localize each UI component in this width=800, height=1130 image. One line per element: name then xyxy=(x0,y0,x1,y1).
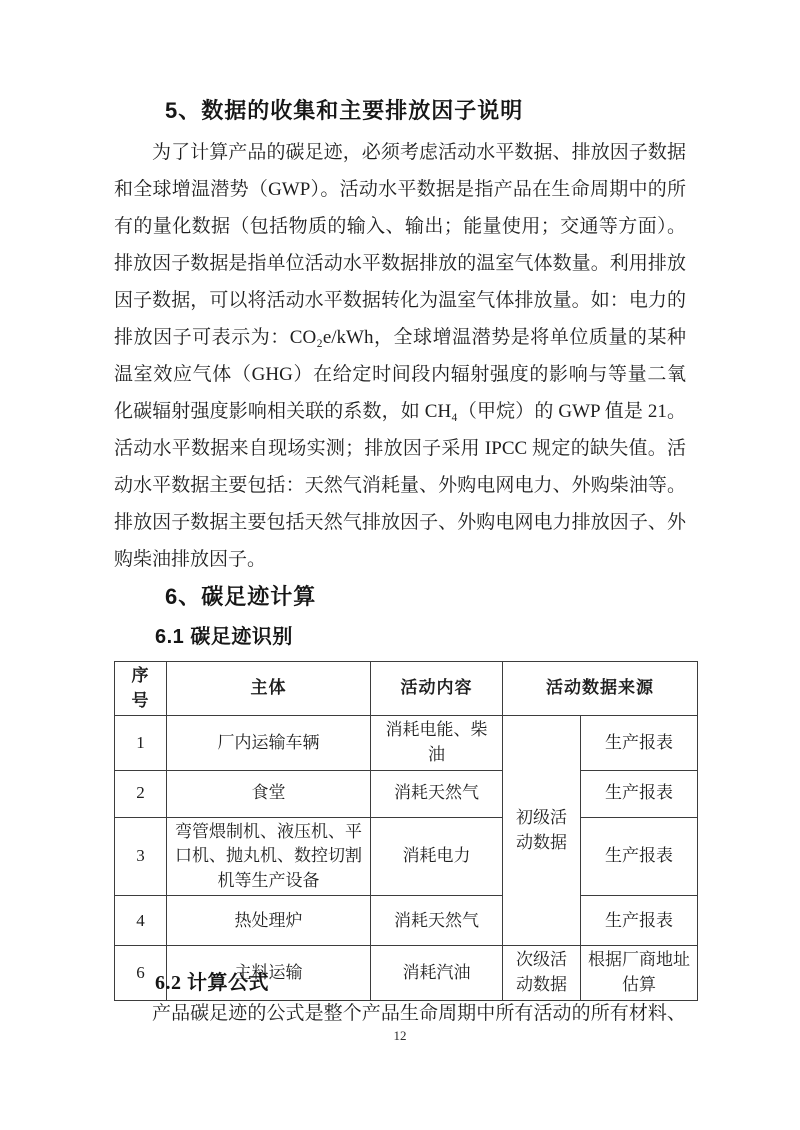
section-5-heading: 5、数据的收集和主要排放因子说明 xyxy=(165,98,524,123)
cell-activity: 消耗电力 xyxy=(371,817,503,896)
cell-data-level-primary: 初级活动数据 xyxy=(503,716,581,946)
cell-no: 2 xyxy=(115,770,167,817)
header-cell-no: 序号 xyxy=(115,662,167,716)
cell-data-level-secondary: 次级活动数据 xyxy=(503,946,581,1000)
section-6-1-heading: 6.1 碳足迹识别 xyxy=(155,626,293,648)
cell-subject: 厂内运输车辆 xyxy=(167,716,371,770)
paragraph-line: 为了计算产品的碳足迹，必须考虑活动水平数据、排放因子数据 xyxy=(152,142,686,163)
carbon-footprint-identification-table xyxy=(114,661,698,1001)
section-6-2-paragraph xyxy=(114,995,686,1032)
table-row xyxy=(115,716,698,770)
cell-subject: 主料运输 xyxy=(167,946,371,1000)
cell-source: 生产报表 xyxy=(581,716,698,770)
cell-source: 生产报表 xyxy=(581,770,698,817)
header-cell-data-source: 活动数据来源 xyxy=(503,662,698,716)
section-6-heading: 6、碳足迹计算 xyxy=(165,584,317,609)
paragraph-line: 和全球增温潜势（GWP）。活动水平数据是指产品在生命周期中的所 xyxy=(114,179,686,200)
paragraph-line: 有的量化数据（包括物质的输入、输出；能量使用；交通等方面）。 xyxy=(114,216,686,237)
table-row xyxy=(115,770,698,817)
table-row xyxy=(115,817,698,896)
cell-subject: 弯管煨制机、液压机、平口机、抛丸机、数控切割机等生产设备 xyxy=(167,817,371,896)
paragraph-line: 排放因子数据是指单位活动水平数据排放的温室气体数量。利用排放 xyxy=(114,253,686,274)
cell-source: 生产报表 xyxy=(581,817,698,896)
paragraph-line: 排放因子数据主要包括天然气排放因子、外购电网电力排放因子、外 xyxy=(114,512,686,533)
cell-subject: 食堂 xyxy=(167,770,371,817)
cell-activity: 消耗电能、柴油 xyxy=(371,716,503,770)
header-cell-activity: 活动内容 xyxy=(371,662,503,716)
cell-source: 生产报表 xyxy=(581,896,698,946)
paragraph-line: 因子数据，可以将活动水平数据转化为温室气体排放量。如：电力的 xyxy=(114,290,686,311)
paragraph-line: 活动水平数据来自现场实测；排放因子采用 IPCC 规定的缺失值。活 xyxy=(114,438,686,459)
cell-activity: 消耗天然气 xyxy=(371,770,503,817)
cell-subject: 热处理炉 xyxy=(167,896,371,946)
paragraph-line: 动水平数据主要包括：天然气消耗量、外购电网电力、外购柴油等。 xyxy=(114,475,686,496)
cell-no: 3 xyxy=(115,817,167,896)
table-row xyxy=(115,896,698,946)
section-6-2-heading: 6.2 计算公式 xyxy=(155,972,269,994)
cell-activity: 消耗汽油 xyxy=(371,946,503,1000)
cell-activity: 消耗天然气 xyxy=(371,896,503,946)
section-5-paragraph xyxy=(114,134,686,578)
table-header-row xyxy=(115,662,698,716)
paragraph-line: 温室效应气体（GHG）在给定时间段内辐射强度的影响与等量二氧 xyxy=(114,364,686,385)
page-number: 12 xyxy=(393,1028,407,1043)
cell-no: 4 xyxy=(115,896,167,946)
paragraph-line: 购柴油排放因子。 xyxy=(114,549,267,570)
cell-source: 根据厂商地址估算 xyxy=(581,946,698,1000)
paragraph-line: 产品碳足迹的公式是整个产品生命周期中所有活动的所有材料、 xyxy=(152,1003,686,1024)
cell-no: 1 xyxy=(115,716,167,770)
cell-no: 6 xyxy=(115,946,167,1000)
paragraph-line: 化碳辐射强度影响相关联的系数，如 CH₄（甲烷）的 GWP 值是 21。 xyxy=(114,401,686,422)
header-cell-subject: 主体 xyxy=(167,662,371,716)
paragraph-line: 排放因子可表示为：CO₂e/kWh，全球增温潜势是将单位质量的某种 xyxy=(114,327,686,348)
